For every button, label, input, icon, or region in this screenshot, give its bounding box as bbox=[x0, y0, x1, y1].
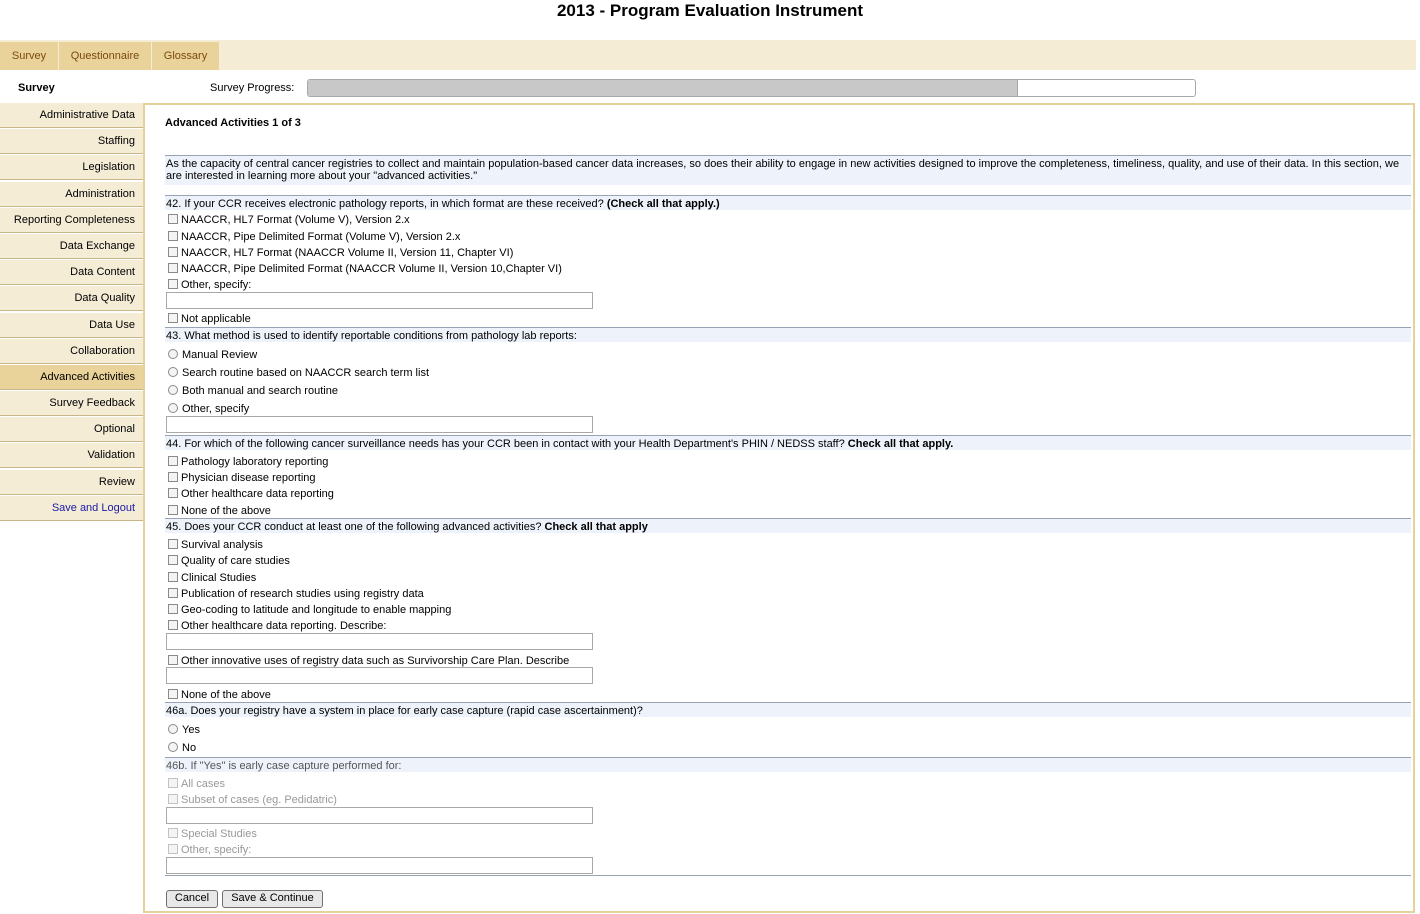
checkbox[interactable] bbox=[168, 539, 178, 549]
sidebar bbox=[0, 103, 143, 522]
checkbox[interactable] bbox=[168, 689, 178, 699]
q42-option-pipe-vol2[interactable]: NAACCR, Pipe Delimited Format (NAACCR Volume II, Version 10,Chapter VI) bbox=[168, 262, 562, 276]
sidebar-item-administration[interactable]: Administration bbox=[0, 182, 143, 207]
checkbox bbox=[168, 778, 178, 788]
sidebar-item-data-quality[interactable]: Data Quality bbox=[0, 286, 143, 311]
radio[interactable] bbox=[168, 349, 178, 359]
q43-other-specify-input[interactable] bbox=[166, 416, 593, 433]
sidebar-item-administrative-data[interactable]: Administrative Data bbox=[0, 103, 143, 128]
question-43: 43. What method is used to identify reportable conditions from pathology lab reports: bbox=[165, 327, 1411, 342]
sidebar-item-validation[interactable]: Validation bbox=[0, 443, 143, 468]
sidebar-item-optional[interactable]: Optional bbox=[0, 417, 143, 442]
q44-option-none[interactable]: None of the above bbox=[168, 504, 271, 518]
q46b-option-special-studies: Special Studies bbox=[168, 827, 257, 841]
cancel-button[interactable]: Cancel bbox=[166, 890, 218, 908]
q45-option-geocoding[interactable]: Geo-coding to latitude and longitude to enable mapping bbox=[168, 603, 451, 617]
sidebar-item-data-use[interactable]: Data Use bbox=[0, 313, 143, 338]
checkbox[interactable] bbox=[168, 263, 178, 273]
question-46b: 46b. If "Yes" is early case capture performed for: bbox=[165, 757, 1411, 772]
checkbox bbox=[168, 794, 178, 804]
page-title: 2013 - Program Evaluation Instrument bbox=[556, 1, 864, 20]
q43-option-search-routine[interactable]: Search routine based on NAACCR search term list bbox=[168, 366, 429, 380]
sidebar-item-staffing[interactable]: Staffing bbox=[0, 129, 143, 154]
tab-survey[interactable]: Survey bbox=[0, 42, 59, 70]
checkbox[interactable] bbox=[168, 505, 178, 515]
q42-option-pipe-vol5[interactable]: NAACCR, Pipe Delimited Format (Volume V), Version 2.x bbox=[168, 230, 460, 244]
radio[interactable] bbox=[168, 724, 178, 734]
sidebar-item-advanced-activities[interactable]: Advanced Activities bbox=[0, 365, 143, 390]
question-42 bbox=[165, 195, 1411, 210]
checkbox bbox=[168, 844, 178, 854]
q46b-subset-input bbox=[166, 807, 593, 824]
q42-other-specify-input[interactable] bbox=[166, 292, 593, 309]
q46b-option-other: Other, specify: bbox=[168, 843, 251, 857]
sidebar-item-survey-feedback[interactable]: Survey Feedback bbox=[0, 391, 143, 416]
survey-progress-bar bbox=[307, 79, 1196, 97]
question-44-text: 44. For which of the following cancer surveillance needs has your CCR been in contact with your Health Department's PHIN / NEDSS staff? bbox=[166, 438, 845, 450]
checkbox[interactable] bbox=[168, 231, 178, 241]
save-continue-button[interactable]: Save & Continue bbox=[222, 890, 323, 908]
checkbox[interactable] bbox=[168, 313, 178, 323]
q46b-option-subset: Subset of cases (eg. Pedidatric) bbox=[168, 793, 337, 807]
q44-option-physician[interactable]: Physician disease reporting bbox=[168, 471, 316, 485]
question-44-instruction: Check all that apply. bbox=[847, 438, 954, 450]
question-45-instruction: Check all that apply bbox=[544, 521, 648, 533]
tab-glossary[interactable]: Glossary bbox=[152, 42, 220, 70]
checkbox bbox=[168, 828, 178, 838]
q42-option-other[interactable]: Other, specify: bbox=[168, 278, 251, 292]
q45-option-none[interactable]: None of the above bbox=[168, 688, 271, 702]
q46b-option-all-cases: All cases bbox=[168, 777, 225, 791]
sidebar-item-data-content[interactable]: Data Content bbox=[0, 260, 143, 285]
checkbox[interactable] bbox=[168, 214, 178, 224]
question-45-text: 45. Does your CCR conduct at least one of the following advanced activities? bbox=[166, 521, 542, 533]
q45-option-publication[interactable]: Publication of research studies using registry data bbox=[168, 587, 424, 601]
survey-heading: Survey bbox=[18, 82, 55, 94]
checkbox[interactable] bbox=[168, 572, 178, 582]
sidebar-item-data-exchange[interactable]: Data Exchange bbox=[0, 234, 143, 259]
q45-option-innovative[interactable]: Other innovative uses of registry data such as Survivorship Care Plan. Describe bbox=[168, 654, 569, 668]
checkbox[interactable] bbox=[168, 555, 178, 565]
q43-option-manual-review[interactable]: Manual Review bbox=[168, 348, 257, 362]
tab-questionnaire[interactable]: Questionnaire bbox=[59, 42, 152, 70]
progress-label: Survey Progress: bbox=[210, 82, 295, 94]
question-46a: 46a. Does your registry have a system in place for early case capture (rapid case ascertainment)? bbox=[165, 702, 1411, 717]
form-divider bbox=[165, 875, 1411, 876]
sidebar-item-review[interactable]: Review bbox=[0, 470, 143, 495]
q45-innovative-input[interactable] bbox=[166, 667, 593, 684]
radio[interactable] bbox=[168, 367, 178, 377]
q42-option-hl7-vol5[interactable]: NAACCR, HL7 Format (Volume V), Version 2.x bbox=[168, 213, 410, 227]
q45-option-quality-of-care[interactable]: Quality of care studies bbox=[168, 554, 290, 568]
question-42-text: 42. If your CCR receives electronic pathology reports, in which format are these received? bbox=[166, 198, 604, 210]
checkbox[interactable] bbox=[168, 655, 178, 665]
q43-option-both[interactable]: Both manual and search routine bbox=[168, 384, 338, 398]
q46b-other-input bbox=[166, 857, 593, 874]
sidebar-item-collaboration[interactable]: Collaboration bbox=[0, 339, 143, 364]
q44-option-other-healthcare[interactable]: Other healthcare data reporting bbox=[168, 487, 334, 501]
radio[interactable] bbox=[168, 385, 178, 395]
question-44 bbox=[165, 435, 1411, 450]
q46a-option-yes[interactable]: Yes bbox=[168, 723, 200, 737]
q42-option-hl7-vol2[interactable]: NAACCR, HL7 Format (NAACCR Volume II, Version 11, Chapter VI) bbox=[168, 246, 513, 260]
checkbox[interactable] bbox=[168, 620, 178, 630]
intro-text: As the capacity of central cancer registries to collect and maintain population-based cancer data increases, so does their ability to engage in new activities designed to improve the completeness, timeliness, quality, and use of their data. In this section, we are interested in learning more about your "advanced activities." bbox=[165, 155, 1411, 185]
sidebar-item-save-and-logout[interactable]: Save and Logout bbox=[0, 496, 143, 521]
checkbox[interactable] bbox=[168, 488, 178, 498]
q45-option-other-healthcare[interactable]: Other healthcare data reporting. Describe: bbox=[168, 619, 386, 633]
question-42-instruction: (Check all that apply.) bbox=[606, 198, 720, 210]
radio[interactable] bbox=[168, 742, 178, 752]
question-45 bbox=[165, 518, 1411, 533]
sidebar-item-legislation[interactable]: Legislation bbox=[0, 155, 143, 180]
checkbox[interactable] bbox=[168, 604, 178, 614]
q45-other-healthcare-input[interactable] bbox=[166, 633, 593, 650]
q45-option-clinical[interactable]: Clinical Studies bbox=[168, 571, 256, 585]
q42-option-not-applicable[interactable]: Not applicable bbox=[168, 312, 251, 326]
progress-fill bbox=[308, 80, 1018, 96]
top-tab-bar bbox=[0, 40, 1416, 70]
q44-option-pathology[interactable]: Pathology laboratory reporting bbox=[168, 455, 328, 469]
checkbox[interactable] bbox=[168, 588, 178, 598]
section-title: Advanced Activities 1 of 3 bbox=[165, 117, 301, 129]
q43-option-other[interactable]: Other, specify bbox=[168, 402, 249, 416]
sidebar-item-reporting-completeness[interactable]: Reporting Completeness bbox=[0, 208, 143, 233]
checkbox[interactable] bbox=[168, 247, 178, 257]
q46a-option-no[interactable]: No bbox=[168, 741, 196, 755]
radio[interactable] bbox=[168, 403, 178, 413]
checkbox[interactable] bbox=[168, 472, 178, 482]
checkbox[interactable] bbox=[168, 456, 178, 466]
survey-form bbox=[143, 103, 1415, 913]
q45-option-survival[interactable]: Survival analysis bbox=[168, 538, 263, 552]
checkbox[interactable] bbox=[168, 279, 178, 289]
